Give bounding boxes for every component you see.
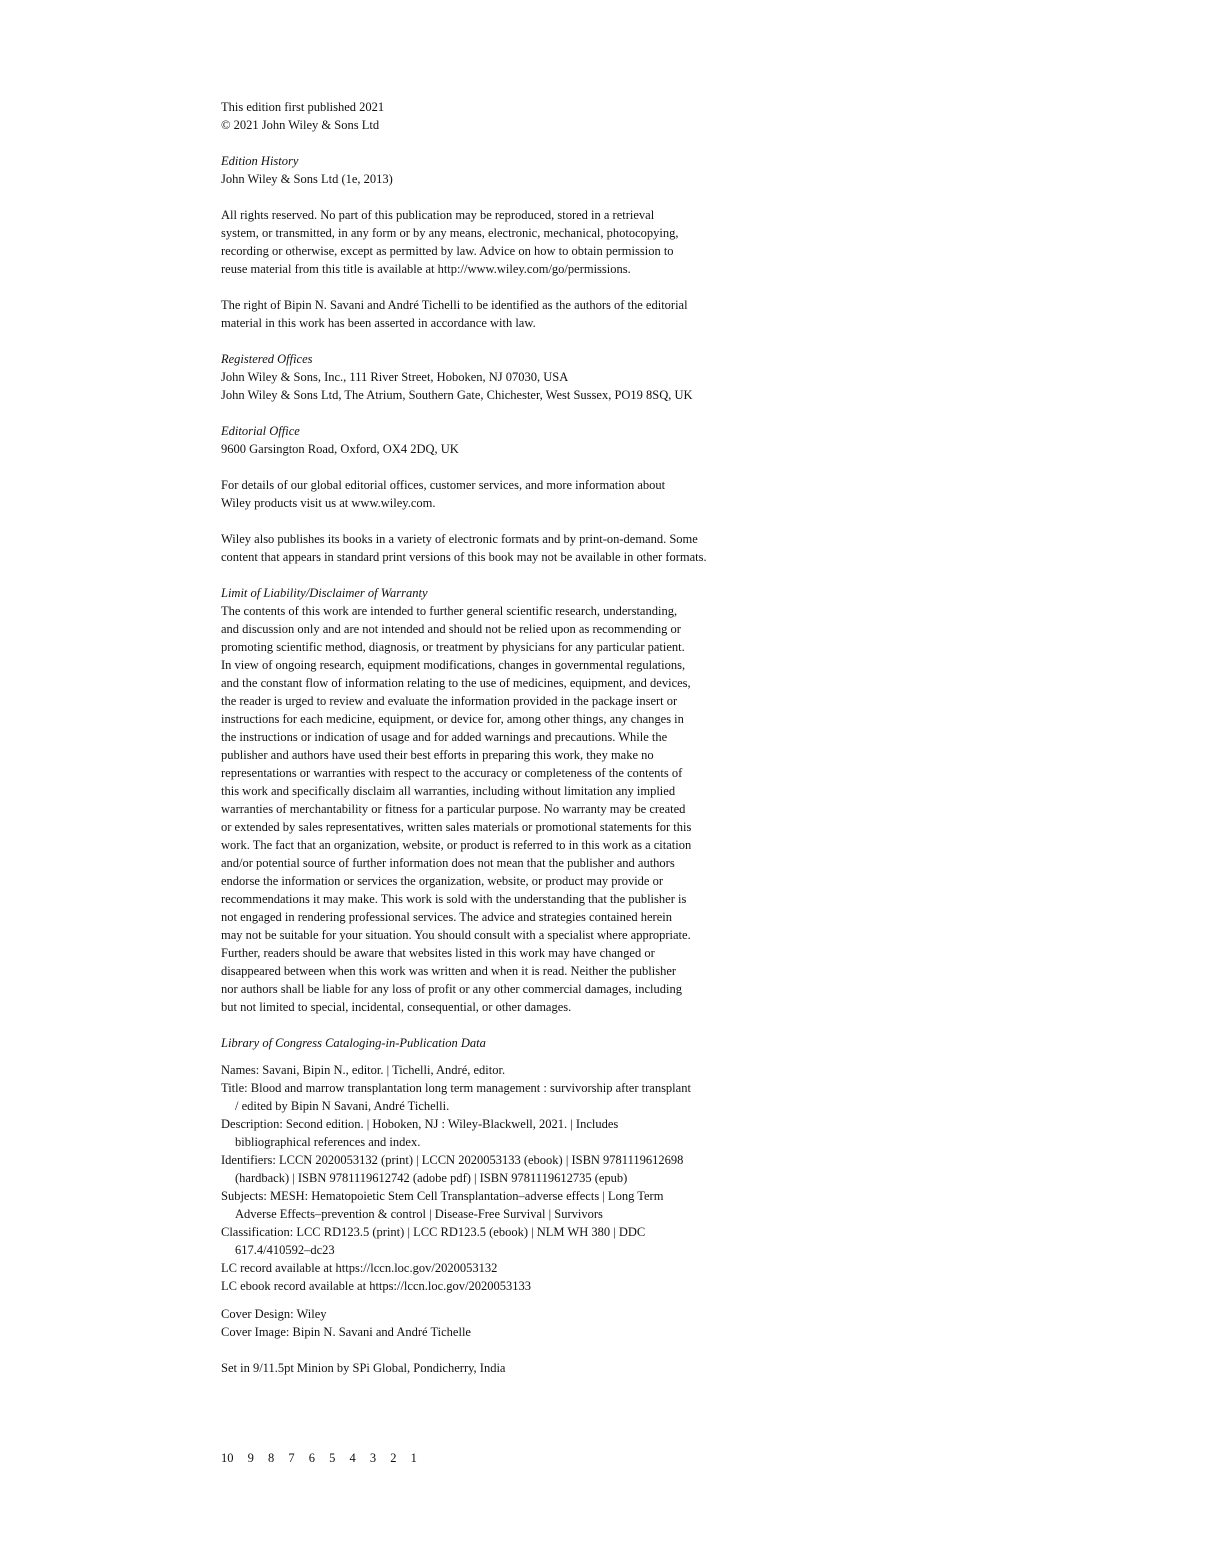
disclaimer-line: the reader is urged to review and evaluate the information provided in the package insert or <box>221 694 678 708</box>
rights-line: recording or otherwise, except as permitted by law. Advice on how to obtain permission to <box>221 244 674 258</box>
details-line: Wiley products visit us at www.wiley.com. <box>221 496 436 510</box>
print-number: 9 <box>247 1451 254 1465</box>
disclaimer-line: the instructions or indication of usage and for added warnings and precautions. While the <box>221 730 668 744</box>
print-number: 2 <box>390 1451 397 1465</box>
cip-subjects: Subjects: MESH: Hematopoietic Stem Cell Transplantation–adverse effects | Long Term Adverse Effects–prevention & control | Disease-Free Survival | Survivors <box>221 1189 664 1221</box>
cip-title: Title: Blood and marrow transplantation long term management : survivorship after transplant / edited by Bipin N Savani, André Tichelli. <box>221 1081 691 1113</box>
formats-paragraph <box>221 530 761 566</box>
disclaimer-line: and/or potential source of further information does not mean that the publisher and authors <box>221 856 675 870</box>
disclaimer-line: Further, readers should be aware that websites listed in this work may have changed or <box>221 946 655 960</box>
print-number: 8 <box>268 1451 275 1465</box>
disclaimer-line: promoting scientific method, diagnosis, or treatment by physicians for any particular patient. <box>221 640 685 654</box>
editorial-office-heading: Editorial Office <box>221 424 300 438</box>
cover-image-line: Cover Image: Bipin N. Savani and André Tichelle <box>221 1325 471 1339</box>
disclaimer-heading: Limit of Liability/Disclaimer of Warranty <box>221 586 428 600</box>
cip-heading: Library of Congress Cataloging-in-Publication Data <box>221 1036 486 1050</box>
details-paragraph <box>221 476 761 512</box>
editorial-office-block <box>221 422 761 458</box>
print-number: 5 <box>329 1451 336 1465</box>
disclaimer-line: and the constant flow of information relating to the use of medicines, equipment, and devices, <box>221 676 691 690</box>
disclaimer-line: disappeared between when this work was written and when it is read. Neither the publisher <box>221 964 677 978</box>
print-number: 10 <box>221 1451 234 1465</box>
registered-offices-heading: Registered Offices <box>221 352 313 366</box>
disclaimer-line: publisher and authors have used their best efforts in preparing this work, they make no <box>221 748 654 762</box>
disclaimer-block <box>221 584 761 1016</box>
cip-lc-record: LC record available at https://lccn.loc.gov/2020053132 <box>221 1261 498 1275</box>
disclaimer-line: may not be suitable for your situation. You should consult with a specialist where appropriate. <box>221 928 691 942</box>
formats-line: Wiley also publishes its books in a variety of electronic formats and by print-on-demand. Some <box>221 532 698 546</box>
rights-paragraph <box>221 206 761 278</box>
disclaimer-line: but not limited to special, incidental, consequential, or other damages. <box>221 1000 572 1014</box>
disclaimer-line: endorse the information or services the organization, website, or product may provide or <box>221 874 663 888</box>
disclaimer-line: The contents of this work are intended to further general scientific research, understanding, <box>221 604 678 618</box>
disclaimer-line: or extended by sales representatives, written sales materials or promotional statements for this <box>221 820 692 834</box>
rights-line: reuse material from this title is available at http://www.wiley.com/go/permissions. <box>221 262 631 276</box>
disclaimer-line: not engaged in rendering professional services. The advice and strategies contained herein <box>221 910 672 924</box>
registered-office-line: John Wiley & Sons, Inc., 111 River Street, Hoboken, NJ 07030, USA <box>221 370 569 384</box>
disclaimer-line: this work and specifically disclaim all warranties, including without limitation any implied <box>221 784 676 798</box>
edition-history-block <box>221 152 761 188</box>
edition-history-heading: Edition History <box>221 154 299 168</box>
cover-credits-block <box>221 1305 761 1341</box>
print-number: 1 <box>410 1451 417 1465</box>
disclaimer-line: recommendations it may make. This work is sold with the understanding that the publisher is <box>221 892 687 906</box>
editorial-office-text: 9600 Garsington Road, Oxford, OX4 2DQ, UK <box>221 442 459 456</box>
print-number: 4 <box>349 1451 356 1465</box>
cip-identifiers: Identifiers: LCCN 2020053132 (print) | LCCN 2020053133 (ebook) | ISBN 9781119612698 (hardback) | ISBN 9781119612742 (adobe pdf) | ISBN 9781119612735 (epub) <box>221 1153 684 1185</box>
disclaimer-line: instructions for each medicine, equipment, or device for, among other things, any changes in <box>221 712 684 726</box>
disclaimer-line: and discussion only and are not intended and should not be relied upon as recommending or <box>221 622 681 636</box>
disclaimer-line: work. The fact that an organization, website, or product is referred to in this work as a citation <box>221 838 692 852</box>
cip-names: Names: Savani, Bipin N., editor. | Tichelli, André, editor. <box>221 1063 506 1077</box>
cip-classification: Classification: LCC RD123.5 (print) | LCC RD123.5 (ebook) | NLM WH 380 | DDC 617.4/410592–dc23 <box>221 1225 646 1257</box>
disclaimer-line: nor authors shall be liable for any loss of profit or any other commercial damages, including <box>221 982 682 996</box>
rights-line: All rights reserved. No part of this publication may be reproduced, stored in a retrieval <box>221 208 655 222</box>
print-number: 3 <box>369 1451 377 1465</box>
rights-line: system, or transmitted, in any form or by any means, electronic, mechanical, photocopying, <box>221 226 679 240</box>
printing-number-line <box>221 1449 428 1467</box>
cip-block <box>221 1034 761 1295</box>
edition-history-text: John Wiley & Sons Ltd (1e, 2013) <box>221 172 393 186</box>
publication-block <box>221 98 761 134</box>
print-number: 7 <box>288 1451 295 1465</box>
authors-right-line: material in this work has been asserted in accordance with law. <box>221 316 536 330</box>
copyright-line: © 2021 John Wiley & Sons Ltd <box>221 118 380 132</box>
first-published-line: This edition first published 2021 <box>221 100 385 114</box>
disclaimer-line: In view of ongoing research, equipment modifications, changes in governmental regulations, <box>221 658 686 672</box>
copyright-page <box>221 98 761 1395</box>
print-number: 6 <box>308 1451 315 1465</box>
registered-offices-block <box>221 350 761 404</box>
typesetting-line: Set in 9/11.5pt Minion by SPi Global, Pondicherry, India <box>221 1361 506 1375</box>
registered-office-line: John Wiley & Sons Ltd, The Atrium, Southern Gate, Chichester, West Sussex, PO19 8SQ, UK <box>221 388 693 402</box>
disclaimer-line: warranties of merchantability or fitness for a particular purpose. No warranty may be created <box>221 802 686 816</box>
authors-right-paragraph <box>221 296 761 332</box>
cip-description: Description: Second edition. | Hoboken, NJ : Wiley-Blackwell, 2021. | Includes bibliographical references and index. <box>221 1117 619 1149</box>
details-line: For details of our global editorial offices, customer services, and more information about <box>221 478 666 492</box>
formats-line: content that appears in standard print versions of this book may not be available in other formats. <box>221 550 707 564</box>
cover-design-line: Cover Design: Wiley <box>221 1307 327 1321</box>
typesetting-block <box>221 1359 761 1377</box>
cip-lc-ebook-record: LC ebook record available at https://lccn.loc.gov/2020053133 <box>221 1279 531 1293</box>
authors-right-line: The right of Bipin N. Savani and André Tichelli to be identified as the authors of the editorial <box>221 298 688 312</box>
disclaimer-line: representations or warranties with respect to the accuracy or completeness of the contents of <box>221 766 683 780</box>
